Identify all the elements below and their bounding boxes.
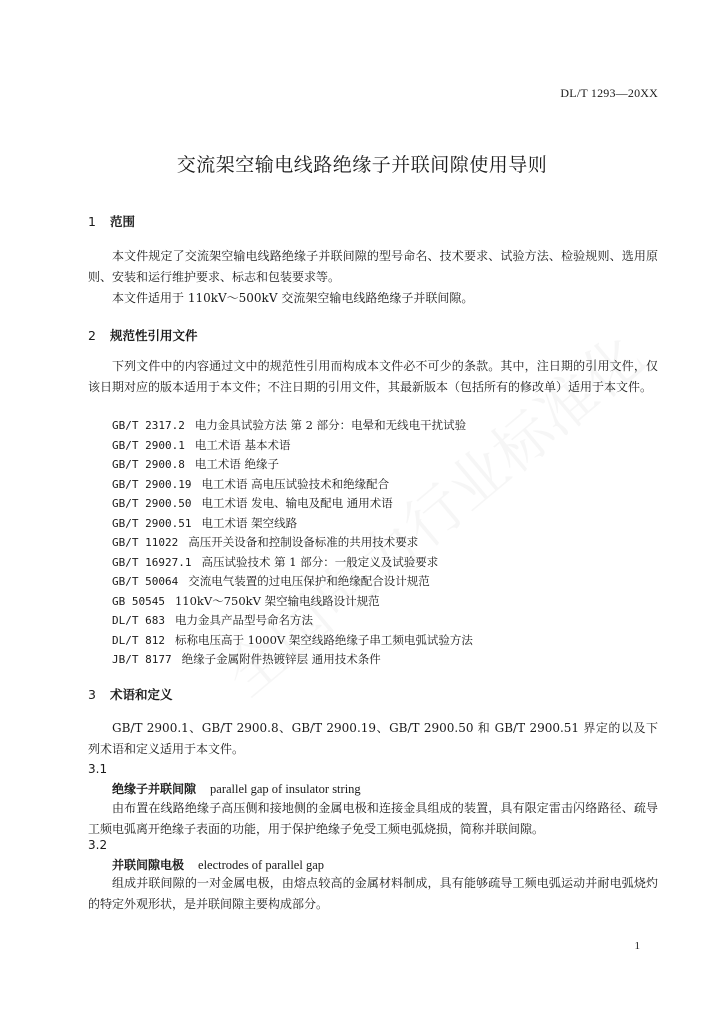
reference-title: 交流电气装置的过电压保护和绝缘配合设计规范 [188,574,430,588]
reference-item [112,533,473,553]
reference-title: 电工术语 基本术语 [194,437,291,452]
term-entry [112,856,324,873]
reference-item [112,650,473,670]
reference-item [112,455,473,475]
section-number: 1 [88,214,96,229]
section-2-heading [88,326,198,344]
terms-paragraph: GB/T 2900.1、GB/T 2900.8、GB/T 2900.19、GB/T 2900.50 和 GB/T 2900.51 界定的以及下列术语和定义适用于本文件。 [88,721,658,756]
term-definition: 由布置在线路绝缘子高压侧和接地侧的金属电极和连接金具组成的装置，具有限定雷击闪络路径、疏导工频电弧离开绝缘子表面的功能，用于保护绝缘子免受工频电弧烧损，简称并联间隙。 [88,801,658,836]
reference-item [112,514,473,534]
reference-title: 绝缘子金属附件热镀锌层 通用技术条件 [181,652,381,666]
reference-item [112,416,473,436]
section-1-heading [88,212,135,230]
reference-code: GB/T 16927.1 [112,555,192,569]
term-chinese: 绝缘子并联间隙 [112,782,197,796]
document-title: 交流架空输电线路绝缘子并联间隙使用导则 [176,154,548,176]
reference-item [112,592,473,612]
term-english: parallel gap of insulator string [210,782,361,796]
reference-code: GB/T 2900.8 [112,458,185,471]
reference-code: GB 50545 [112,594,165,608]
reference-code: GB/T 2900.19 [112,477,192,491]
reference-title: 电工术语 架空线路 [201,515,298,530]
reference-item [112,572,473,592]
reference-title: 高压开关设备和控制设备标准的共用技术要求 [188,535,419,549]
term-number: 3.2 [88,838,108,852]
reference-item [112,611,473,631]
term-number: 3.1 [88,762,108,776]
reference-code: GB/T 2900.50 [112,497,192,510]
reference-title: 电工术语 高电压试验技术和绝缘配合 [201,476,390,491]
reference-code: JB/T 8177 [112,653,172,666]
reference-title: 标称电压高于 1000V 架空线路绝缘子串工频电弧试验方法 [174,632,473,647]
reference-item [112,436,473,456]
normative-paragraph: 下列文件中的内容通过文中的规范性引用而构成本文件必不可少的条款。其中，注日期的引用文件，仅该日期对应的版本适用于本文件；不注日期的引用文件，其最新版本（包括所有的修改单）适用于本文件。 [88,359,658,394]
section-3-heading [88,685,173,703]
reference-item [112,475,473,495]
reference-code: DL/T 683 [112,614,165,627]
section-title: 规范性引用文件 [110,328,198,343]
reference-code: GB/T 50064 [112,575,179,588]
scope-paragraph-1: 本文件规定了交流架空输电线路绝缘子并联间隙的型号命名、技术要求、试验方法、检验规则、选用原则、安装和运行维护要求、标志和包装要求等。 [88,249,658,284]
reference-code: GB/T 2900.51 [112,516,192,530]
term-entry [112,780,361,797]
term-chinese: 并联间隙电极 [112,858,185,872]
term-definition: 组成并联间隙的一对金属电极，由熔点较高的金属材料制成，具有能够疏导工频电弧运动并耐电弧烧灼的特定外观形状，是并联间隙主要构成部分。 [88,876,658,911]
reference-title: 电工术语 绝缘子 [194,457,280,471]
reference-title: 电力金具产品型号命名方法 [174,613,313,627]
reference-title: 110kV～750kV 架空输电线路设计规范 [174,593,380,608]
section-number: 3 [88,687,96,702]
section-title: 术语和定义 [110,687,173,702]
reference-item [112,553,473,573]
term-english: electrodes of parallel gap [198,858,324,872]
reference-item [112,494,473,514]
scope-paragraph-2: 本文件适用于 110kV～500kV 交流架空输电线路绝缘子并联间隙。 [112,291,474,305]
reference-title: 电工术语 发电、输电及配电 通用术语 [201,496,393,510]
reference-list [112,416,473,670]
reference-code: GB/T 2317.2 [112,419,185,432]
reference-title: 高压试验技术 第 1 部分：一般定义及试验要求 [201,554,439,569]
document-code: DL/T 1293—20XX [560,86,658,100]
page-number: 1 [634,940,640,952]
section-number: 2 [88,328,96,343]
reference-code: GB/T 11022 [112,536,179,549]
reference-code: GB/T 2900.1 [112,438,185,452]
reference-item [112,631,473,651]
section-title: 范围 [110,214,136,229]
reference-code: DL/T 812 [112,633,165,647]
reference-title: 电力金具试验方法 第 2 部分：电晕和无线电干扰试验 [194,418,467,432]
